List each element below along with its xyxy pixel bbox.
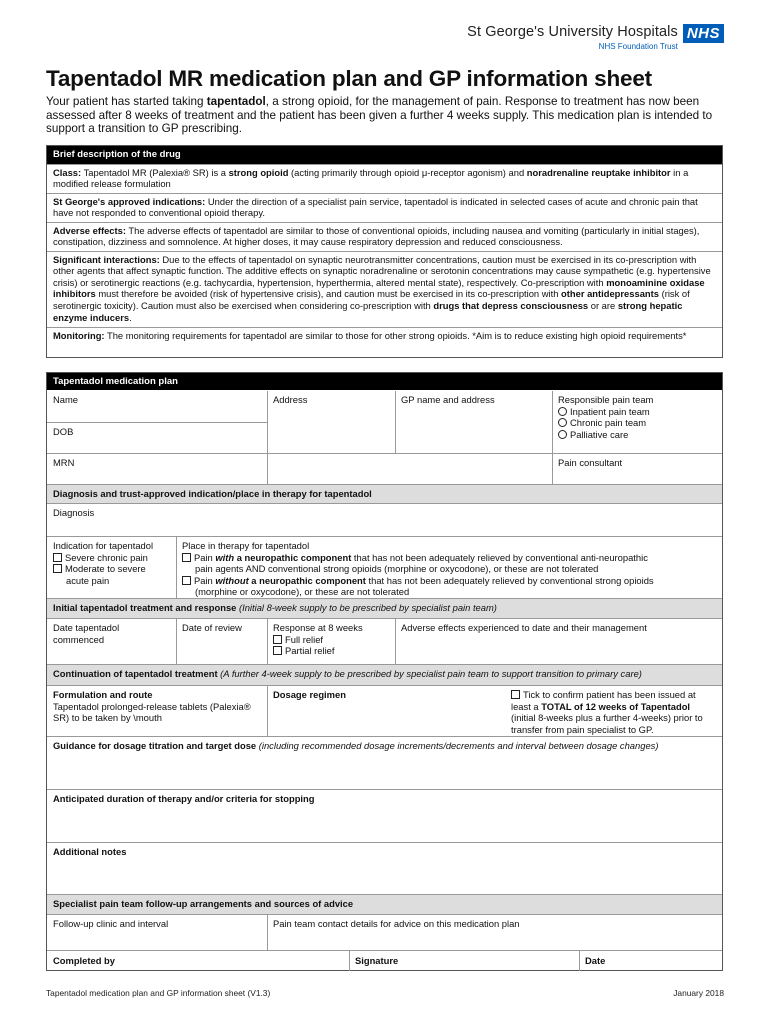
formulation-label: Formulation and route bbox=[53, 689, 153, 700]
indication-option-acute[interactable]: Moderate to severe bbox=[53, 563, 170, 575]
followup-clinic-field[interactable]: Follow-up clinic and interval bbox=[53, 918, 169, 929]
radio-icon[interactable] bbox=[558, 418, 567, 427]
mrn-field[interactable]: MRN bbox=[53, 457, 75, 468]
drug-interactions-row: Significant interactions: Due to the effects of tapentadol on synaptic neurotransmitter concentrations, caution must be exercised in its co-prescription with other agents that affect synaptic function. The additive effects on synaptic noradrenaline or serotonin concentrations may cause sympathetic (e.g. hypertensive crisis) or serotinergic reactions (e.g. tachycardia, hypertension, hyperthermia, altered mental state), respectively. Co-prescription with monoaminine oxidase inhibitors must therefore be avoided (risk of hypertensive crisis), and caution must be exercised in its co-prescription with other antidepressants (risk of serotinergic toxicity). Caution must also be exercised when considering co-prescription with drugs that depress consciousness or are strong hepatic enzyme inducers. bbox=[47, 251, 722, 327]
drug-class-row: Class: Tapentadol MR (Palexia® SR) is a strong opioid (acting primarily through opioid μ-receptor agonism) and noradrenaline reuptake inhibitor in a modified release formulation bbox=[47, 164, 722, 193]
date-of-review-field[interactable]: Date of review bbox=[182, 622, 242, 633]
drug-adverse-row: Adverse effects: The adverse effects of tapentadol are similar to those of conventional opioids, including nausea and vomiting (particularly in initial stages), constipation, dizziness and somnolence. At higher doses, it may cause respiratory depression and reduced consciousness. bbox=[47, 222, 722, 251]
checkbox-icon[interactable] bbox=[273, 646, 282, 655]
indication-option-acute-cont: acute pain bbox=[66, 574, 110, 586]
initial-treatment-header: Initial tapentadol treatment and response (Initial 8-week supply to be prescribed by specialist pain team) bbox=[47, 599, 722, 618]
responsible-pain-team-label: Responsible pain team bbox=[558, 394, 654, 405]
place-in-therapy-label: Place in therapy for tapentadol bbox=[182, 540, 310, 551]
formulation-text: Tapentadol prolonged-release tablets (Palexia® SR) to be taken by \mouth bbox=[53, 700, 251, 724]
date-commenced-field[interactable]: Date tapentadol commenced bbox=[53, 622, 120, 645]
team-option-chronic[interactable]: Chronic pain team bbox=[558, 417, 716, 429]
place-option-without-neuropathic[interactable]: Pain without a neuropathic component that has not been adequately relieved by conventional strong opioids bbox=[182, 575, 716, 587]
dob-field[interactable]: DOB bbox=[53, 426, 74, 437]
checkbox-icon[interactable] bbox=[53, 564, 62, 573]
place-option-with-neuropathic[interactable]: Pain with a neuropathic component that has not been adequately relieved by conventional anti-neuropathic bbox=[182, 552, 716, 564]
drug-indications-row: St George's approved indications: Under the direction of a specialist pain service, tapentadol is indicated in selected cases of acute and chronic pain that have not responded to conventional opioid therapy. bbox=[47, 193, 722, 222]
place-in-therapy-section bbox=[176, 537, 722, 601]
checkbox-icon[interactable] bbox=[53, 553, 62, 562]
therapy-duration-field[interactable]: Anticipated duration of therapy and/or criteria for stopping bbox=[53, 793, 315, 804]
patient-address-field[interactable]: Address bbox=[273, 394, 308, 405]
footer-version: Tapentadol medication plan and GP information sheet (V1.3) bbox=[46, 988, 271, 998]
dosage-regimen-field[interactable]: Dosage regimen bbox=[273, 689, 346, 700]
place-option-without-neuropathic-cont: (morphine or oxycodone), or these are not tolerated bbox=[195, 586, 410, 598]
date-field[interactable]: Date bbox=[585, 955, 606, 966]
hospital-name: St George's University Hospitals bbox=[467, 24, 678, 40]
page-title: Tapentadol MR medication plan and GP information sheet bbox=[46, 66, 652, 91]
indication-section bbox=[47, 537, 176, 589]
drug-description-table bbox=[46, 145, 723, 358]
response-partial-relief[interactable]: Partial relief bbox=[273, 645, 389, 657]
signature-field[interactable]: Signature bbox=[355, 955, 399, 966]
additional-notes-field[interactable]: Additional notes bbox=[53, 846, 127, 857]
team-option-palliative[interactable]: Palliative care bbox=[558, 429, 716, 441]
pain-consultant-field[interactable]: Pain consultant bbox=[558, 457, 623, 468]
intro-paragraph: Your patient has started taking tapentadol, a strong opioid, for the management of pain. Response to treatment has now been assessed after 8 weeks of treatment and the patient has been given a further 4 weeks supply. This medication plan is intended to support a transition to GP prescribing. bbox=[46, 95, 713, 136]
hospital-logo bbox=[467, 24, 724, 52]
adverse-effects-field[interactable]: Adverse effects experienced to date and their management bbox=[401, 622, 647, 633]
drug-section-header: Brief description of the drug bbox=[47, 146, 722, 164]
diagnosis-header: Diagnosis and trust-approved indication/place in therapy for tapentadol bbox=[47, 485, 722, 503]
checkbox-icon[interactable] bbox=[511, 690, 520, 699]
dosage-guidance-field[interactable]: Guidance for dosage titration and target dose (including recommended dosage increments/decrements and interval between dosage changes) bbox=[53, 740, 659, 751]
medication-plan-table bbox=[46, 372, 723, 971]
response-section bbox=[267, 619, 395, 660]
place-option-with-neuropathic-cont: pain agents AND conventional strong opioids (morphine or oxycodone), or these are not tolerated bbox=[195, 563, 599, 575]
response-full-relief[interactable]: Full relief bbox=[273, 634, 389, 646]
indication-label: Indication for tapentadol bbox=[53, 540, 154, 551]
trust-name: NHS Foundation Trust bbox=[598, 42, 678, 51]
patient-name-field[interactable]: Name bbox=[53, 394, 79, 405]
twelve-week-confirm[interactable]: Tick to confirm patient has been issued at least a TOTAL of 12 weeks of Tapentadol (initial 8-weeks plus a further 4-weeks) prior to transfer from pain specialist to GP. bbox=[511, 689, 703, 735]
nhs-logo: NHS bbox=[683, 24, 724, 43]
team-option-inpatient[interactable]: Inpatient pain team bbox=[558, 406, 716, 418]
continuation-header: Continuation of tapentadol treatment (A further 4-week supply to be prescribed by specialist pain team to support transition to primary care) bbox=[47, 665, 722, 685]
radio-icon[interactable] bbox=[558, 407, 567, 416]
completed-by-field[interactable]: Completed by bbox=[53, 955, 115, 966]
diagnosis-field[interactable]: Diagnosis bbox=[53, 507, 95, 518]
plan-header: Tapentadol medication plan bbox=[47, 373, 722, 390]
contact-details-field[interactable]: Pain team contact details for advice on this medication plan bbox=[273, 918, 520, 929]
drug-monitoring-row: Monitoring: The monitoring requirements for tapentadol are similar to those for other strong opioids. *Aim is to reduce existing high opioid requirements* bbox=[47, 327, 722, 357]
indication-option-chronic[interactable]: Severe chronic pain bbox=[53, 552, 170, 564]
followup-header: Specialist pain team follow-up arrangements and sources of advice bbox=[47, 895, 722, 914]
formulation-section bbox=[47, 686, 267, 727]
footer-date: January 2018 bbox=[673, 988, 724, 998]
checkbox-icon[interactable] bbox=[273, 635, 282, 644]
checkbox-icon[interactable] bbox=[182, 576, 191, 585]
gp-name-address-field[interactable]: GP name and address bbox=[401, 394, 495, 405]
radio-icon[interactable] bbox=[558, 430, 567, 439]
response-label: Response at 8 weeks bbox=[273, 622, 363, 633]
checkbox-icon[interactable] bbox=[182, 553, 191, 562]
responsible-pain-team bbox=[552, 391, 722, 443]
